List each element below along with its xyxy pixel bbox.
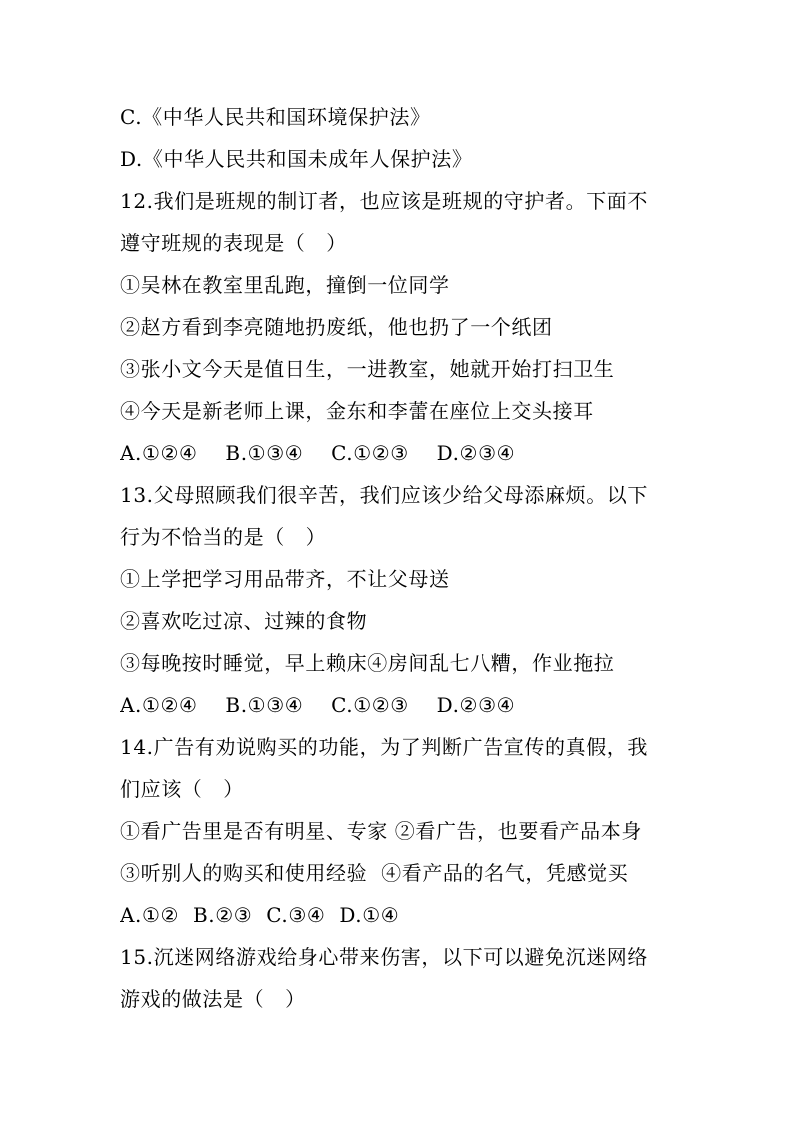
q13-options: A.①②④ B.①③④ C.①②③ D.②③④	[120, 693, 516, 717]
option-c-line: C.《中华人民共和国环境保护法》	[120, 105, 431, 129]
q12-item-4: ④今天是新老师上课，金东和李蕾在座位上交头接耳	[120, 399, 594, 423]
question-15-line-2: 游戏的做法是（ ）	[120, 987, 306, 1011]
q12-item-1: ①吴林在教室里乱跑，撞倒一位同学	[120, 273, 450, 297]
q12-item-2: ②赵方看到李亮随地扔废纸，他也扔了一个纸团	[120, 315, 553, 339]
q12-item-3: ③张小文今天是值日生，一进教室，她就开始打扫卫生	[120, 357, 615, 381]
question-13-line-2: 行为不恰当的是（ ）	[120, 525, 327, 549]
q13-item-1: ①上学把学习用品带齐，不让父母送	[120, 567, 450, 591]
question-13-line-1: 13.父母照顾我们很辛苦，我们应该少给父母添麻烦。以下	[120, 483, 649, 507]
q13-item-2: ②喜欢吃过凉、过辣的食物	[120, 609, 368, 633]
question-14-line-1: 14.广告有劝说购买的功能，为了判断广告宣传的真假，我	[120, 735, 649, 759]
question-15-line-1: 15.沉迷网络游戏给身心带来伤害，以下可以避免沉迷网络	[120, 945, 649, 969]
question-12-line-2: 遵守班规的表现是（ ）	[120, 231, 347, 255]
question-12-line-1: 12.我们是班规的制订者，也应该是班规的守护者。下面不	[120, 189, 649, 213]
q13-item-3-4: ③每晚按时睡觉，早上赖床④房间乱七八糟，作业拖拉	[120, 651, 615, 675]
q14-options: A.①② B.②③ C.③④ D.①④	[120, 903, 400, 927]
q14-items-1-2: ①看广告里是否有明星、专家 ②看广告，也要看产品本身	[120, 819, 642, 843]
q12-options: A.①②④ B.①③④ C.①②③ D.②③④	[120, 441, 516, 465]
option-d-line: D.《中华人民共和国未成年人保护法》	[120, 147, 473, 171]
q14-items-3-4: ③听别人的购买和使用经验 ④看产品的名气，凭感觉买	[120, 861, 629, 885]
question-14-line-2: 们应该（ ）	[120, 777, 244, 801]
